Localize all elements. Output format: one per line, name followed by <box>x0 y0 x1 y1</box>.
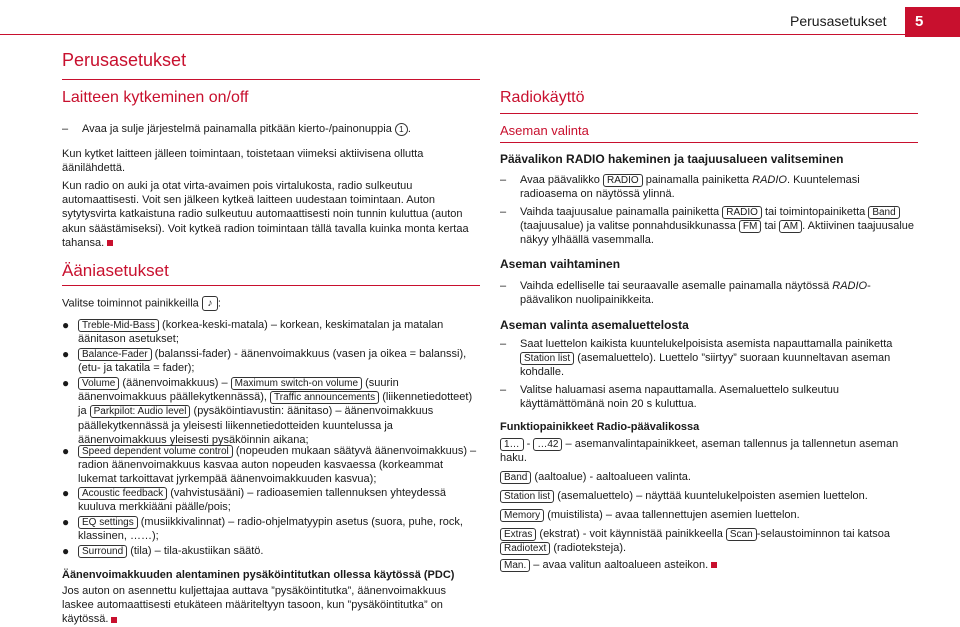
key-am[interactable]: AM <box>779 220 802 233</box>
subsection-title-change-station: Aseman vaihtaminen <box>500 257 621 271</box>
chapter-title: Perusasetukset <box>62 50 187 70</box>
key-acoustic-feedback[interactable]: Acoustic feedback <box>78 487 167 500</box>
music-note-icon: ♪ <box>202 296 218 311</box>
key-station-list[interactable]: Station list <box>500 490 554 503</box>
audio-bullet-volume: ● Volume (äänenvoimakkuus) – Maximum switch-on volume (suurin äänenvoimakkuus päällekytkennässä), Traffic announcements (liikennetiedotteet) ja Parkpilot: Audio level (pysäköintiavustin: äänitaso) – äänenvoimakkuus päällekytkennässä ja yleisesti liikennetiedotteiden kuuntelussa ja äänenvoimakkuus yleisesti pysäköinnin aikana; <box>62 376 473 446</box>
pdc-heading: Äänenvoimakkuuden alentaminen pysäköintitutkan ollessa käytössä (PDC) <box>62 569 455 581</box>
bullet-icon: ● <box>62 376 70 390</box>
section-title-audio: Ääniasetukset <box>62 261 169 280</box>
key-radio[interactable]: RADIO <box>722 206 762 219</box>
power-paragraph-1: Kun kytket laitteen jälleen toimintaan, toistetaan viimeksi aktiivisena ollutta äänilähdettä. <box>62 148 424 175</box>
function-key-memory: Memory (muistilista) – avaa tallennettujen asemien luettelon. <box>500 508 918 522</box>
audio-bullet-eq: ● EQ settings (musiikkivalinnat) – radio-ohjelmatyypin asetus (suora, puhe, rock, klassinen, ……); <box>62 515 463 543</box>
key-band[interactable]: Band <box>868 206 899 219</box>
power-paragraph-2: Kun radio on auki ja otat virta-avaimen pois virtalukosta, radio sulkeutuu automaattisesti. Voit sen jälkeen kytkeä laitteen uudestaan toimintaan. Auton sytytysvirta katkaistuna radio sulkeutuu automaattisesti noin tunnin kuluttua (auton akun säästämiseksi). Voit kytkeä radion toimintaan tällä tavalla kuinka monta kertaa tahansa. <box>62 180 469 249</box>
audio-intro: Valitse toiminnot painikkeilla ♪ : <box>62 297 221 310</box>
key-speed-dependent-volume[interactable]: Speed dependent volume control <box>78 445 233 458</box>
pdc-text: Jos auton on asennettu kuljettajaa auttava ”pysäköintitutka”, äänenvoimakkuus laskee automaattisesti etukäteen määriteltyyn tasoon, kun ”pysäköintitutka” on käytössä. <box>62 585 447 626</box>
section-title-power: Laitteen kytkeminen on/off <box>62 89 249 106</box>
radio-step-2: – Vaihda taajuusalue painamalla painiketta RADIO tai toimintopainiketta Band (taajuusalue) ja valitse ponnahdusikkunassa FM tai AM . Aktiivinen taajuusalue näkyy ylhäällä vasemmalla. <box>500 206 915 247</box>
bullet-icon: ● <box>62 515 70 529</box>
audio-bullet-surround: ● Surround (tila) – tila-akustiikan säätö. <box>62 544 264 558</box>
key-radiotext[interactable]: Radiotext <box>500 542 550 555</box>
key-traffic-announcements[interactable]: Traffic announcements <box>270 391 379 404</box>
key-volume[interactable]: Volume <box>78 377 119 390</box>
subsection-title-station-select: Aseman valinta <box>500 123 589 138</box>
key-station-list[interactable]: Station list <box>520 352 574 365</box>
bullet-icon: ● <box>62 444 70 458</box>
audio-bullet-acoustic: ● Acoustic feedback (vahvistusääni) – radioasemien tallennuksen yhteydessä kuuluva merkkiääni päälle/pois; <box>62 486 447 514</box>
bullet-icon: ● <box>62 347 70 361</box>
key-scan[interactable]: Scan <box>726 528 757 541</box>
key-eq-settings[interactable]: EQ settings <box>78 516 138 529</box>
key-balance-fader[interactable]: Balance-Fader <box>78 348 152 361</box>
change-station-step: – Vaihda edelliselle tai seuraavalle asemalle painamalla näytössä RADIO-päävalikon nuolipainikkeita. <box>500 280 871 307</box>
key-memory[interactable]: Memory <box>500 509 544 522</box>
key-manual[interactable]: Man. <box>500 559 530 572</box>
key-band[interactable]: Band <box>500 471 531 484</box>
bullet-icon: ● <box>62 318 70 332</box>
bullet-icon: ● <box>62 544 70 558</box>
chapter-rule <box>62 79 480 80</box>
knob-ref-icon: 1 <box>395 123 408 136</box>
key-surround[interactable]: Surround <box>78 545 127 558</box>
audio-rule <box>62 285 480 286</box>
key-treble-mid-bass[interactable]: Treble-Mid-Bass <box>78 319 159 332</box>
key-max-switch-on-volume[interactable]: Maximum switch-on volume <box>231 377 362 390</box>
header-rule <box>0 34 905 35</box>
station-list-step-1: – Saat luettelon kaikista kuuntelukelpoisista asemista napauttamalla painiketta Station list (asemaluettelo). Luettelo ”siirtyy” suoraan kuunneltavan aseman kohdalle. <box>500 338 893 379</box>
key-extras[interactable]: Extras <box>500 528 536 541</box>
key-radio[interactable]: RADIO <box>603 174 643 187</box>
function-key-extras: Extras (ekstrat) - voit käynnistää painikkeella Scan -selaustoiminnon tai katsoa Radiotext (radioteksteja). <box>500 527 918 555</box>
subsection-title-function-keys: Funktiopainikkeet Radio-päävalikossa <box>500 421 700 433</box>
page-number: 5 <box>905 7 960 37</box>
bullet-icon: ● <box>62 486 70 500</box>
key-parkpilot-audio-level[interactable]: Parkpilot: Audio level <box>90 405 191 418</box>
function-key-station-list: Station list (asemaluettelo) – näyttää kuuntelukelpoisten asemien luettelon. <box>500 489 918 503</box>
audio-bullet-speed: ● Speed dependent volume control (nopeuden mukaan säätyvä äänenvoimakkuus) – radion äänenvoimakkuus kasvaa auton nopeuden kasvaessa (korkeammat lukemat tarkoittavat jyrkempää äänenvoimakkuuden kasvua); <box>62 444 477 486</box>
power-step: – Avaa ja sulje järjestelmä painamalla pitkään kierto-/painonuppia 1 . <box>62 123 411 135</box>
function-key-presets: 1… - …42 – asemanvalintapainikkeet, aseman tallennus ja tallennetun aseman haku. <box>500 438 899 465</box>
subsection-title-station-list: Aseman valinta asemaluettelosta <box>500 318 689 332</box>
radio-step-1: – Avaa päävalikko RADIO painamalla painiketta RADIO. Kuuntelemasi radioasema on näytössä ylinnä. <box>500 174 860 201</box>
station-select-rule <box>500 142 918 143</box>
radio-rule <box>500 113 918 114</box>
radio-menu-heading: Päävalikon RADIO hakeminen ja taajuusalueen valitseminen <box>500 152 844 166</box>
audio-bullet-balance: ● Balance-Fader (balanssi-fader) - äänenvoimakkuus (vasen ja oikea = balanssi), (etu- ja takatila = fader); <box>62 347 467 375</box>
key-preset-first[interactable]: 1… <box>500 438 524 451</box>
function-key-band: Band (aaltoalue) - aaltoalueen valinta. <box>500 470 918 484</box>
end-mark-icon <box>107 240 113 246</box>
end-mark-icon <box>711 562 717 568</box>
key-fm[interactable]: FM <box>739 220 761 233</box>
station-list-step-2: – Valitse haluamasi asema napauttamalla. Asemaluettelo sulkeutuu käyttämättömänä noin 20 s kuluttua. <box>500 384 839 411</box>
function-key-manual: Man. – avaa valitun aaltoalueen asteikon. <box>500 558 918 572</box>
key-preset-last[interactable]: …42 <box>533 438 562 451</box>
header-title: Perusasetukset <box>790 13 887 29</box>
section-title-radio: Radiokäyttö <box>500 89 585 106</box>
end-mark-icon <box>111 617 117 623</box>
audio-bullet-treble: ● Treble-Mid-Bass (korkea-keski-matala) – korkean, keskimatalan ja matalan äänitason asetukset; <box>62 318 444 346</box>
